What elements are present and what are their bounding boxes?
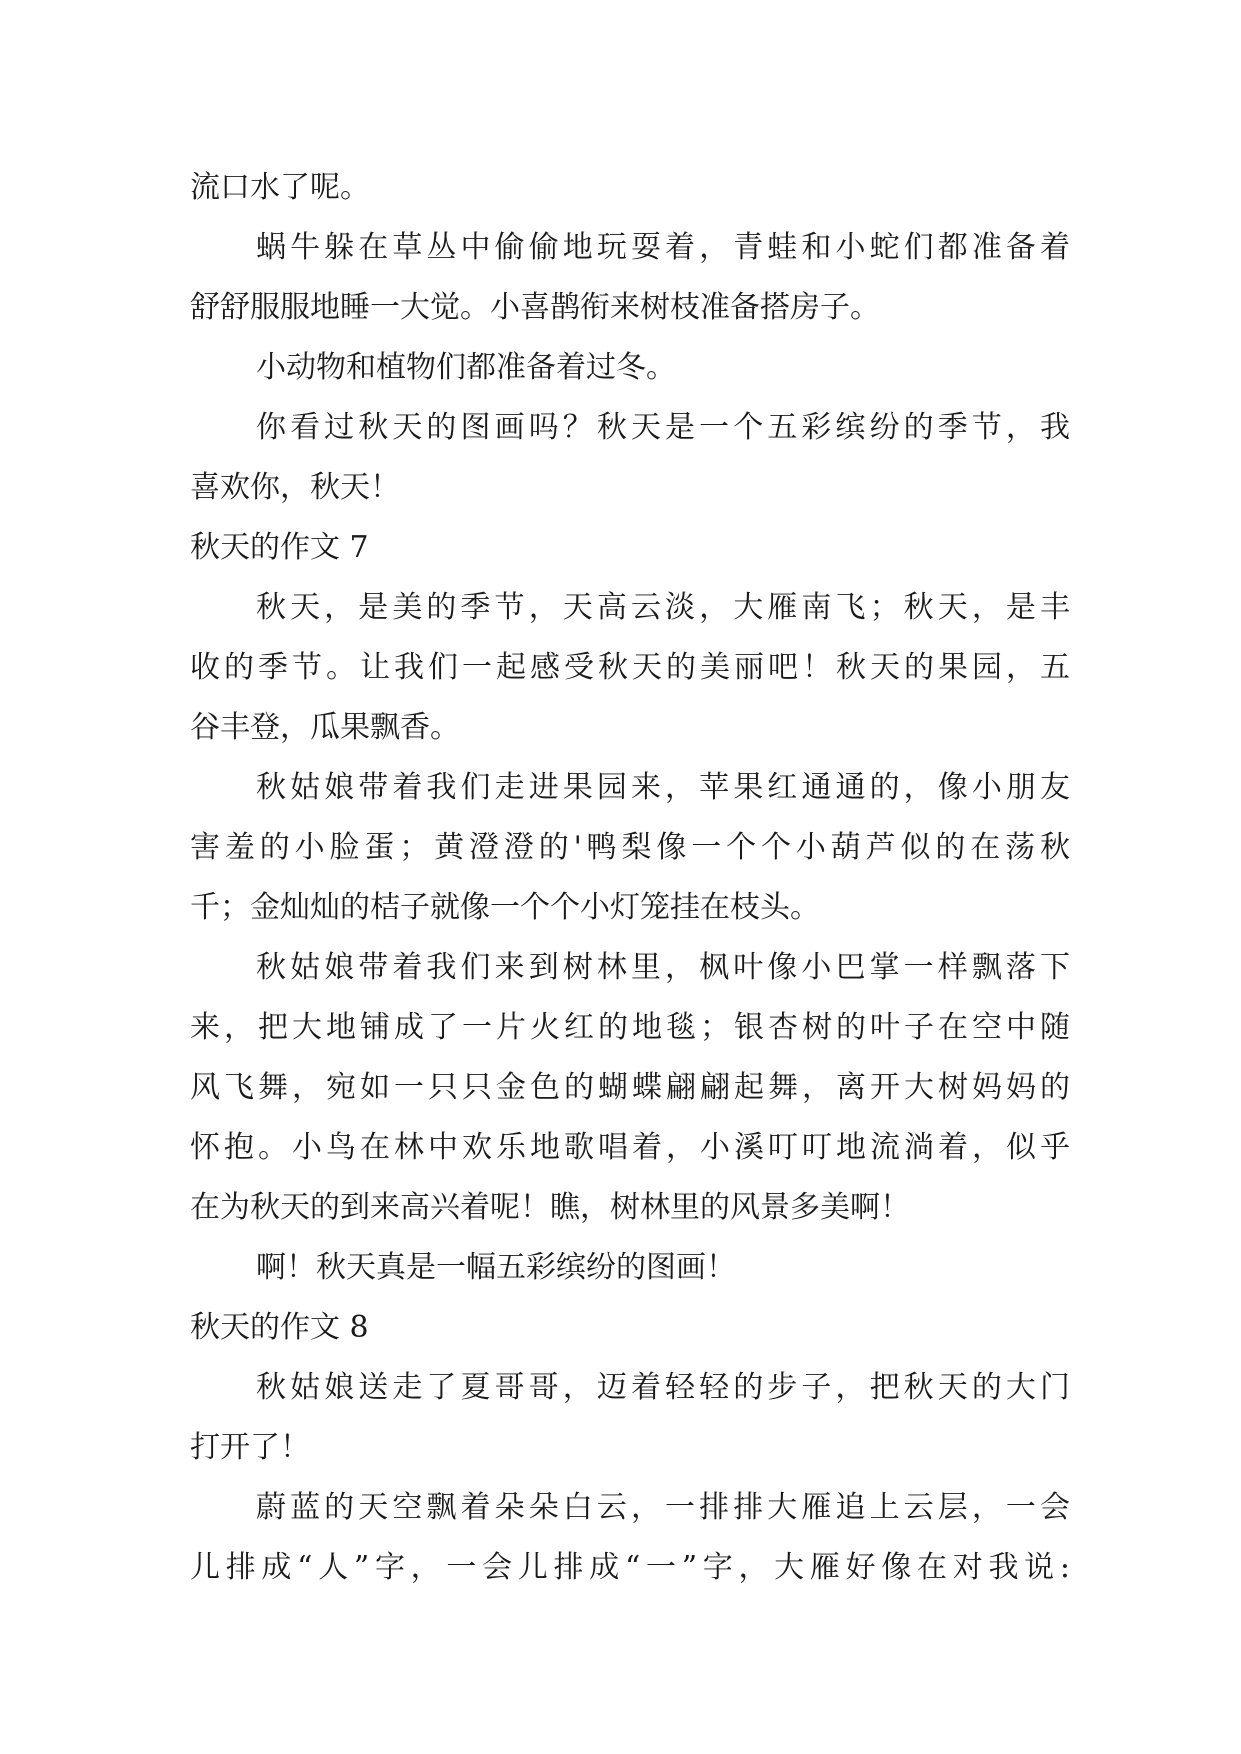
paragraph-line: 蜗牛躲在草丛中偷偷地玩耍着，青蛙和小蛇们都准备着	[256, 230, 1070, 265]
paragraph-line: 秋天，是美的季节，天高云淡，大雁南飞；秋天，是丰	[256, 590, 1070, 625]
text-line: 收的季节。让我们一起感受秋天的美丽吧！秋天的果园，五	[190, 650, 1070, 685]
paragraph-line: 你看过秋天的图画吗？秋天是一个五彩缤纷的季节，我	[256, 410, 1070, 445]
text-line: 打开了！	[190, 1430, 310, 1465]
text-line: 舒舒服服地睡一大觉。小喜鹊衔来树枝准备搭房子。	[190, 290, 880, 325]
paragraph-line: 啊！秋天真是一幅五彩缤纷的图画！	[256, 1250, 736, 1285]
text-line: 谷丰登，瓜果飘香。	[190, 710, 460, 745]
section-heading: 秋天的作文 7	[190, 530, 369, 565]
text-line: 儿排成“人”字，一会儿排成“一”字，大雁好像在对我说:	[190, 1550, 1070, 1585]
text-line: 喜欢你，秋天！	[190, 470, 400, 505]
text-line: 千；金灿灿的桔子就像一个个小灯笼挂在枝头。	[190, 890, 820, 925]
text-line: 流口水了呢。	[190, 170, 370, 205]
text-line: 害羞的小脸蛋；黄澄澄的'鸭梨像一个个小葫芦似的在荡秋	[190, 830, 1070, 865]
section-heading: 秋天的作文 8	[190, 1310, 369, 1345]
paragraph-line: 秋姑娘带着我们走进果园来，苹果红通通的，像小朋友	[256, 770, 1070, 805]
paragraph-line: 小动物和植物们都准备着过冬。	[256, 350, 676, 385]
text-line: 风飞舞，宛如一只只金色的蝴蝶翩翩起舞，离开大树妈妈的	[190, 1070, 1070, 1105]
text-line: 怀抱。小鸟在林中欢乐地歌唱着，小溪叮叮地流淌着，似乎	[190, 1130, 1070, 1165]
paragraph-line: 蔚蓝的天空飘着朵朵白云，一排排大雁追上云层，一会	[256, 1490, 1070, 1525]
paragraph-line: 秋姑娘带着我们来到树林里，枫叶像小巴掌一样飘落下	[256, 950, 1070, 985]
paragraph-line: 秋姑娘送走了夏哥哥，迈着轻轻的步子，把秋天的大门	[256, 1370, 1070, 1405]
text-line: 在为秋天的到来高兴着呢！瞧，树林里的风景多美啊！	[190, 1190, 910, 1225]
text-line: 来，把大地铺成了一片火红的地毯；银杏树的叶子在空中随	[190, 1010, 1070, 1045]
